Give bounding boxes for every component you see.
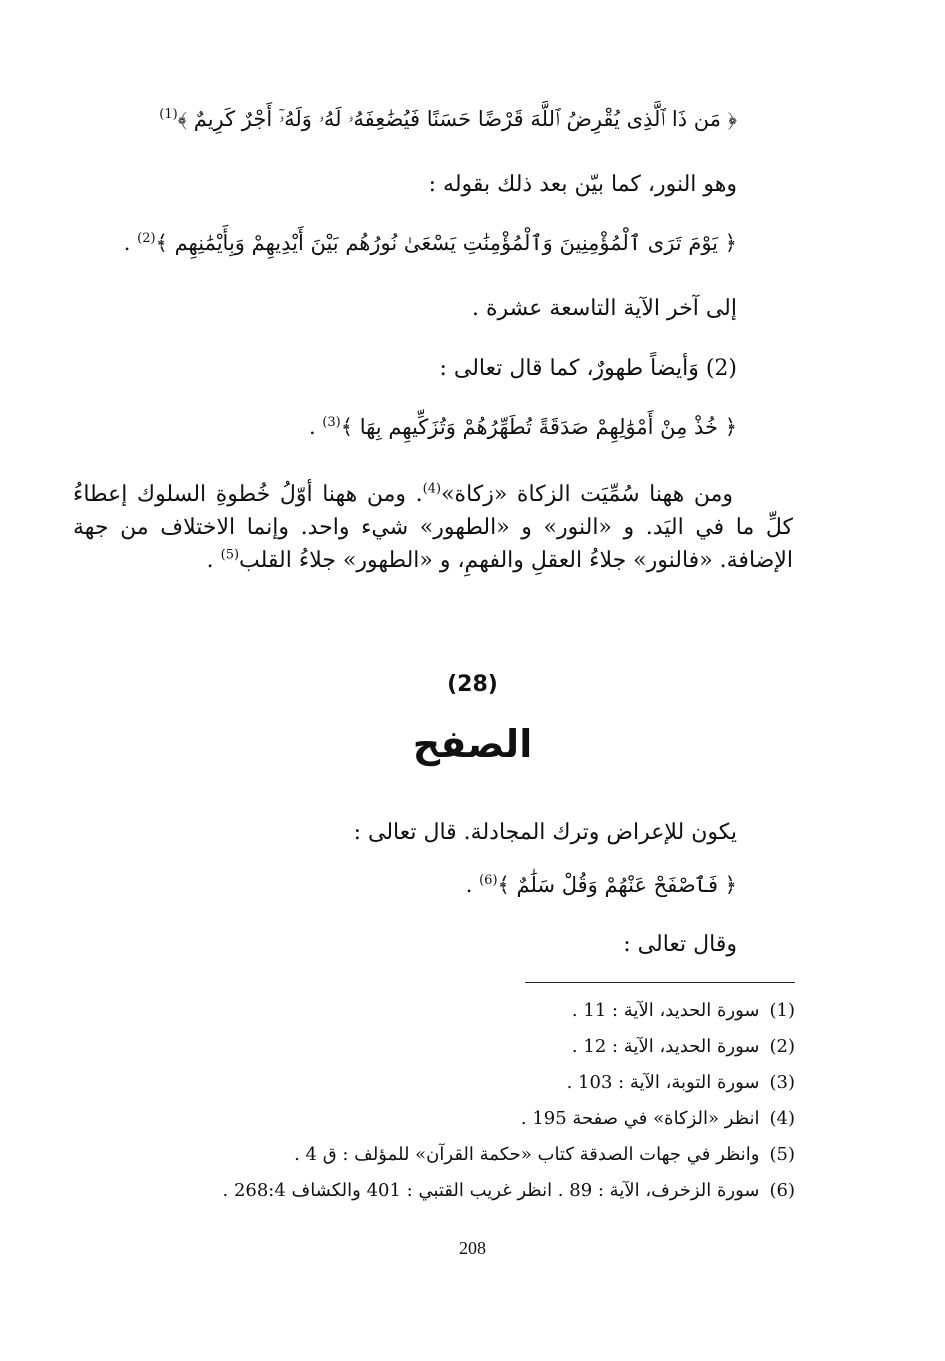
- footnote-5: (5)وانظر في جهات الصدقة كتاب «حكمة القرآن» للمؤلف : ق 4 .: [294, 1144, 795, 1165]
- footnote-4: (4)انظر «الزكاة» في صفحة 195 .: [520, 1108, 795, 1129]
- footnote-3: (3)سورة التوبة، الآية : 103 .: [566, 1072, 795, 1093]
- footnote-6: (6)سورة الزخرف، الآية : 89 . انظر غريب القتبي : 401 والكشاف 268:4 .: [222, 1180, 795, 1201]
- footnote-ref-1: (1): [159, 107, 178, 122]
- section-title: الصفح: [412, 722, 533, 766]
- quran-verse-1: ﴿ مَن ذَا ٱلَّذِى يُقْرِضُ ٱللَّهَ قَرْضًا حَسَنًا فَيُضَٰعِفَهُۥ لَهُۥ وَلَهُۥٓ أَجْرٌ كَرِيمٌ ﴾$^{(1)}$: [159, 107, 737, 131]
- quran-verse-2: ﴿ يَوْمَ تَرَى ٱلْمُؤْمِنِينَ وَٱلْمُؤْمِنَٰتِ يَسْعَىٰ نُورُهُم بَيْنَ أَيْدِيهِمْ وَبِأَيْمَٰنِهِم ﴾$^{(2)}$ .: [123, 231, 737, 255]
- section-number: (28): [447, 672, 498, 697]
- section-line-1: يكون للإعراض وترك المجادلة. قال تعالى :: [353, 820, 737, 845]
- footnote-ref-2: (2): [137, 231, 156, 246]
- body-line-5: (2) وَأيضاً طهورٌ، كما قال تعالى :: [439, 356, 737, 381]
- quran-verse-4: ﴿ فَٱصْفَحْ عَنْهُمْ وَقُلْ سَلَٰمٌ ﴾$^{(6)}$ .: [465, 873, 737, 897]
- footnote-ref-4: (4): [422, 481, 442, 497]
- footnote-ref-6: (6): [479, 873, 498, 888]
- footnote-2: (2)سورة الحديد، الآية : 12 .: [571, 1036, 795, 1057]
- footnote-1: (1)سورة الحديد، الآية : 11 .: [571, 1000, 795, 1021]
- section-line-3: وقال تعالى :: [623, 932, 737, 957]
- footnote-ref-3: (3): [322, 415, 341, 430]
- body-paragraph: ومن ههنا سُمِّيَت الزكاة «زكاة»$^{(4)}$. ومن ههنا أوّلُ خُطوةِ السلوك إعطاءُ كلِّ ما في اليَد. و «النور» و «الطهور» شيء واحد. وإنما الاختلاف من جهة الإضافة. «فالنور» جلاءُ العقلِ والفهمِ، و «الطهور» جلاءُ القلب$^{(5)}$ .: [73, 481, 793, 573]
- body-line-4: إلى آخر الآية التاسعة عشرة .: [472, 296, 737, 321]
- footnote-ref-5: (5): [220, 547, 240, 563]
- footnote-separator: [525, 982, 795, 983]
- body-line-2: وهو النور، كما بيّن بعد ذلك بقوله :: [428, 172, 737, 197]
- quran-verse-3: ﴿ خُذْ مِنْ أَمْوَٰلِهِمْ صَدَقَةً تُطَهِّرُهُمْ وَتُزَكِّيهِم بِهَا ﴾$^{(3)}$ .: [308, 415, 737, 439]
- page-number: 208: [459, 1238, 486, 1258]
